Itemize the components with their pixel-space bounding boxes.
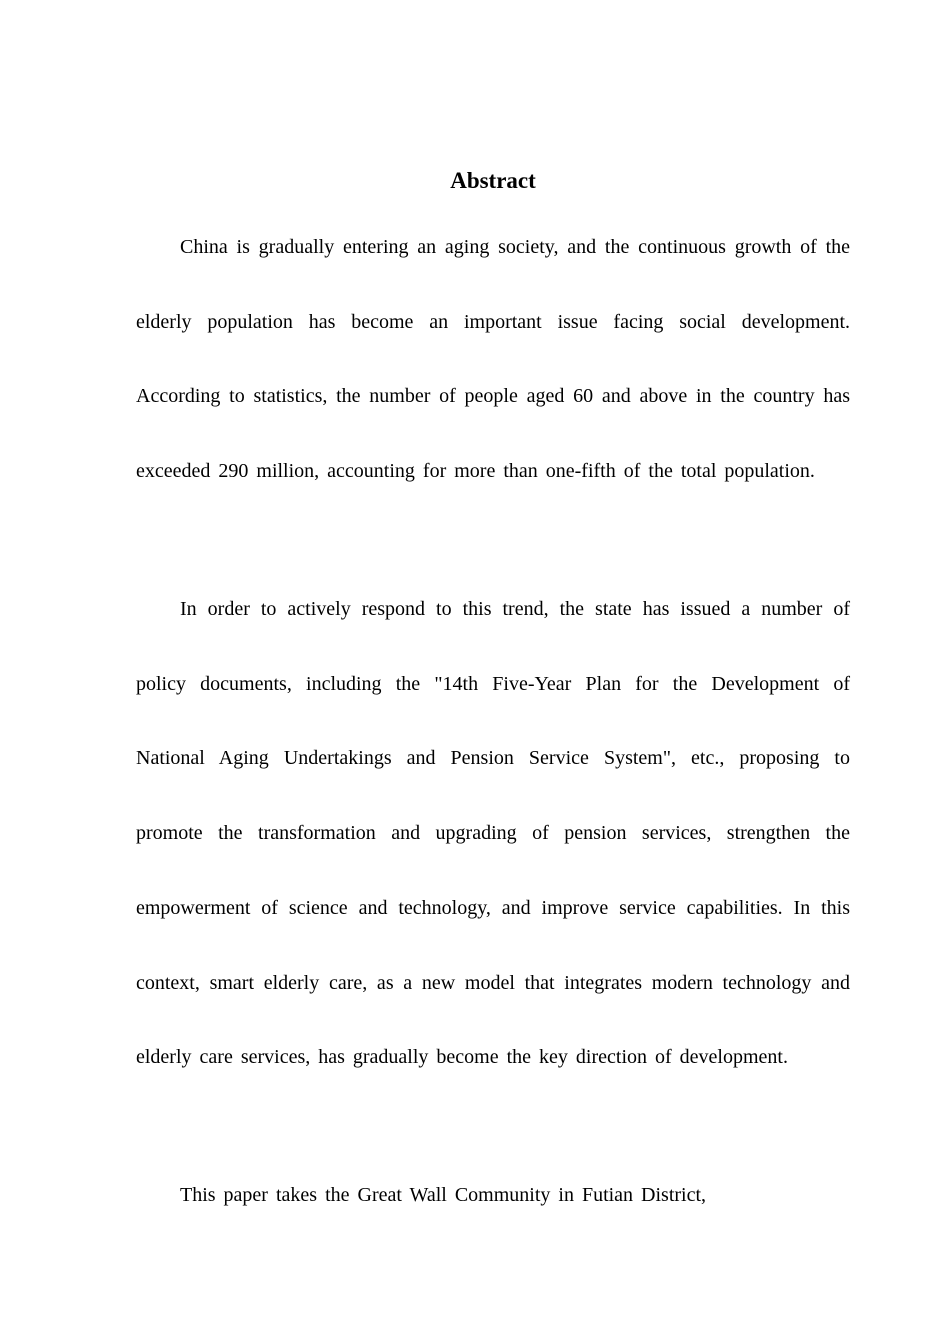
abstract-heading: Abstract	[450, 168, 536, 193]
paragraph-aging-society: China is gradually entering an aging society, and the continuous growth of the elderly population has become an important issue facing social development. According to statistics, the number of people aged 60 and above in the country has exceeded 290 million, accounting for more than one-fifth of the total population.	[136, 236, 850, 483]
paragraph-case-study-intro: This paper takes the Great Wall Community in Futian District,	[180, 1184, 707, 1206]
paragraph-policy-response: In order to actively respond to this trend, the state has issued a number of policy documents, including the "14th Five-Year Plan for the Development of National Aging Undertakings and Pension Service System", etc., proposing to promote the transformation and upgrading of pension services, strengthen the empowerment of science and technology, and improve service capabilities. In this context, smart elderly care, as a new model that integrates modern technology and elderly care services, has gradually become the key direction of development.	[136, 598, 850, 1069]
